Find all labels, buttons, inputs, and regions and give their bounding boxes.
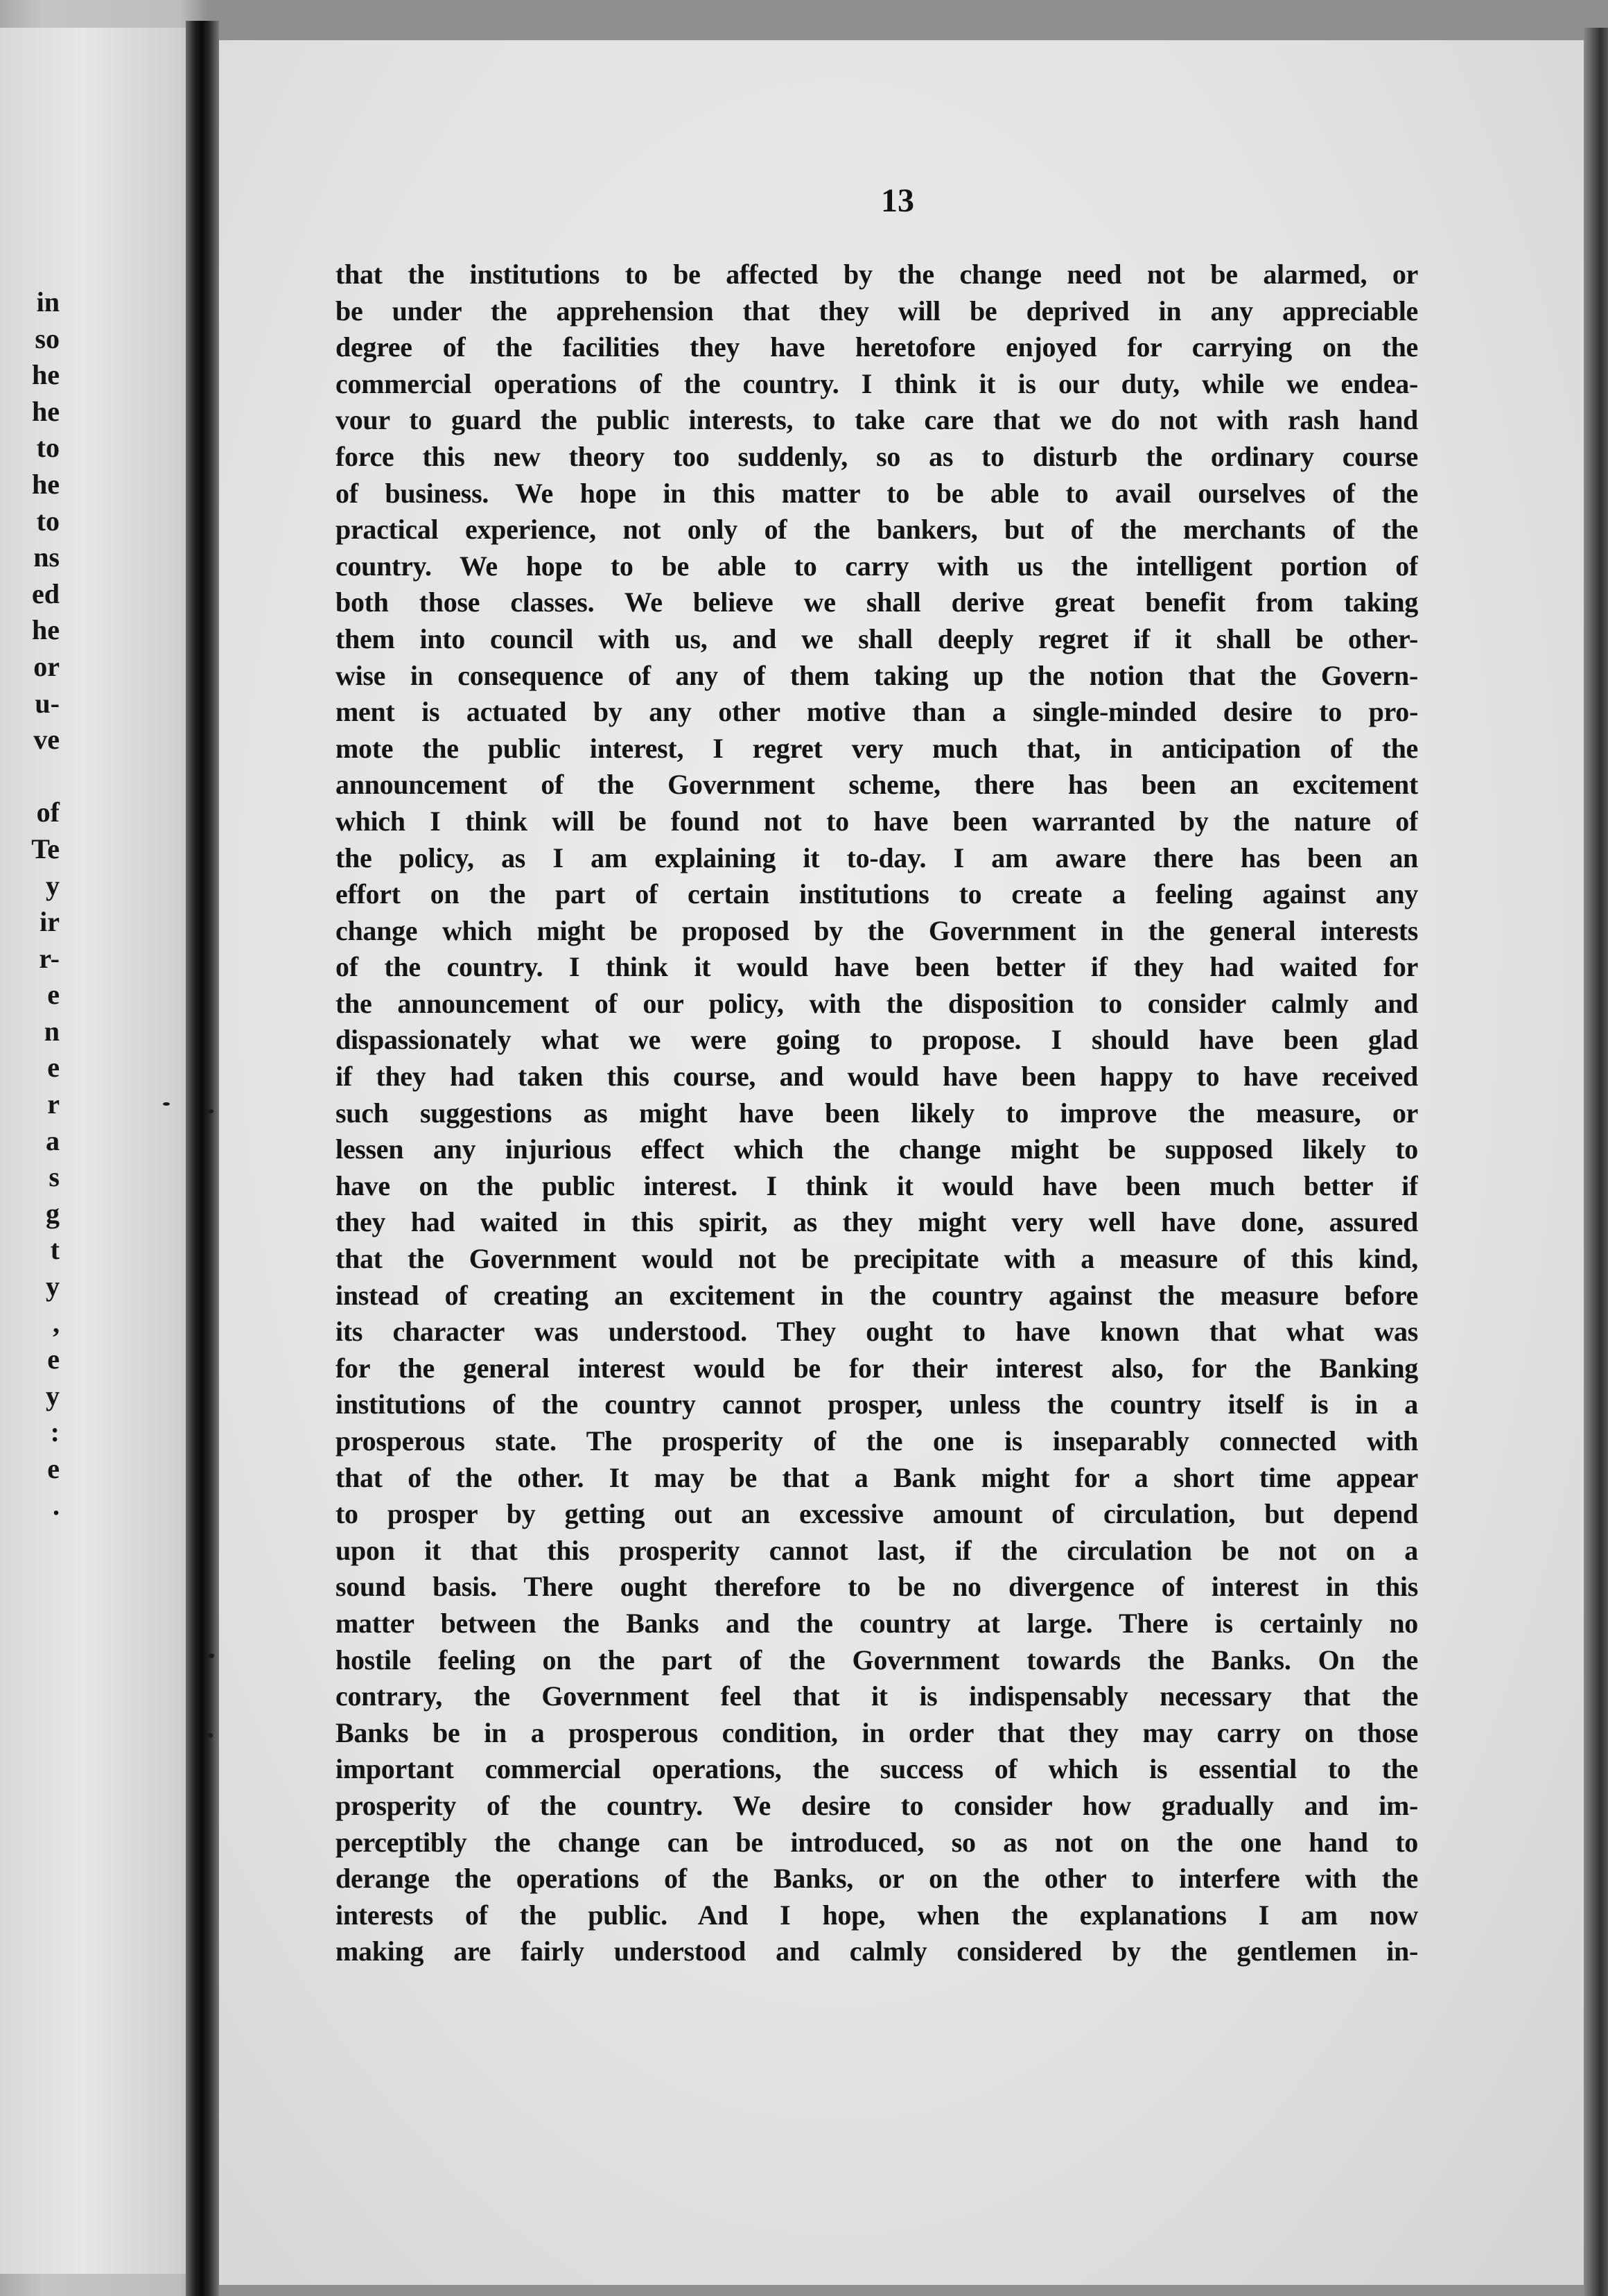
- text-line: that the institutions to be affected by the change need not be alarmed, or: [335, 259, 1418, 290]
- text-line: they had waited in this spirit, as they might very well have done, assured: [335, 1206, 1418, 1238]
- left-page-fragment: he: [32, 614, 60, 646]
- text-line: effort on the part of certain institutions to create a feeling against any: [335, 878, 1418, 910]
- left-page: [0, 28, 198, 2274]
- text-line: perceptibly the change can be introduced, so as not on the one hand to: [335, 1826, 1418, 1858]
- text-line: country. We hope to be able to carry with us the intelligent portion of: [335, 550, 1418, 582]
- left-page-fragment: [0, 758, 62, 795]
- left-page-fragment: Te: [31, 833, 60, 864]
- text-line: of the country. I think it would have been better if they had waited for: [335, 951, 1418, 983]
- text-line: of business. We hope in this matter to be able to avail ourselves of the: [335, 477, 1418, 509]
- text-line: vour to guard the public interests, to take care that we do not with rash hand: [335, 404, 1418, 436]
- text-line: its character was understood. They ought to have known that what was: [335, 1316, 1418, 1348]
- text-line: for the general interest would be for their interest also, for the Banking: [335, 1352, 1418, 1384]
- text-line: prosperous state. The prosperity of the one is inseparably connected with: [335, 1425, 1418, 1456]
- text-line: the policy, as I am explaining it to-day. I am aware there has been an: [335, 842, 1418, 873]
- left-page-fragment: g: [46, 1197, 60, 1229]
- text-line: sound basis. There ought therefore to be no divergence of interest in this: [335, 1571, 1418, 1603]
- text-line: be under the apprehension that they will be deprived in any appreciable: [335, 295, 1418, 327]
- left-page-fragment: he: [32, 359, 60, 391]
- left-page-fragment: ,: [53, 1307, 60, 1339]
- text-line: both those classes. We believe we shall derive great benefit from taking: [335, 586, 1418, 618]
- text-line: lessen any injurious effect which the change might be supposed likely to: [335, 1133, 1418, 1165]
- left-page-fragment: ve: [33, 724, 60, 756]
- left-page-fragment: :: [50, 1416, 60, 1448]
- left-page-fragment: ir: [40, 906, 60, 938]
- left-page-fragment: t: [50, 1234, 60, 1266]
- text-line: that of the other. It may be that a Bank might for a short time appear: [335, 1461, 1418, 1493]
- text-line: which I think will be found not to have been warranted by the nature of: [335, 805, 1418, 837]
- left-page-fragment: in: [36, 286, 60, 318]
- left-page-fragment: ed: [32, 577, 60, 609]
- text-line: important commercial operations, the success of which is essential to the: [335, 1753, 1418, 1785]
- text-line: upon it that this prosperity cannot last, if the circulation be not on a: [335, 1534, 1418, 1566]
- left-page-fragment: y: [46, 1380, 60, 1411]
- left-page-fragment: ns: [33, 541, 60, 573]
- text-line: force this new theory too suddenly, so as to disturb the ordinary course: [335, 440, 1418, 472]
- left-page-fragment: he: [32, 395, 60, 427]
- scan-speck: [163, 1102, 170, 1106]
- text-line: institutions of the country cannot prosper, unless the country itself is in a: [335, 1389, 1418, 1420]
- text-line: Banks be in a prosperous condition, in order that they may carry on those: [335, 1716, 1418, 1748]
- left-page-fragment: e: [47, 979, 60, 1011]
- left-page-fragment: n: [44, 1015, 60, 1047]
- text-line: ment is actuated by any other motive than a single-minded desire to pro-: [335, 696, 1418, 728]
- text-line: contrary, the Government feel that it is indispensably necessary that the: [335, 1680, 1418, 1712]
- scan-speck: [208, 1653, 214, 1658]
- left-page-fragment: he: [32, 468, 60, 500]
- text-line: practical experience, not only of the bankers, but of the merchants of the: [335, 514, 1418, 546]
- text-line: wise in consequence of any of them taking up the notion that the Govern-: [335, 659, 1418, 691]
- left-page-fragment: or: [33, 650, 60, 682]
- text-line: such suggestions as might have been likely to improve the measure, or: [335, 1097, 1418, 1129]
- left-page-fragment: to: [36, 432, 60, 464]
- left-page-fragment: u-: [35, 687, 60, 719]
- body-text: [335, 256, 1418, 1970]
- left-page-fragment: r: [47, 1088, 60, 1120]
- text-line: instead of creating an excitement in the country against the measure before: [335, 1279, 1418, 1311]
- book-spine: [186, 21, 219, 2296]
- left-page-fragment: a: [46, 1124, 60, 1156]
- text-line: mote the public interest, I regret very much that, in anticipation of the: [335, 732, 1418, 764]
- page-number: 13: [881, 182, 914, 219]
- text-line: hostile feeling on the part of the Government towards the Banks. On the: [335, 1644, 1418, 1676]
- text-line: change which might be proposed by the Government in the general interests: [335, 914, 1418, 946]
- left-page-fragment: r-: [39, 942, 60, 974]
- left-page-fragment: s: [49, 1161, 60, 1193]
- text-line: dispassionately what we were going to propose. I should have been glad: [335, 1024, 1418, 1056]
- text-line: commercial operations of the country. I think it is our duty, while we endea-: [335, 367, 1418, 399]
- text-line: the announcement of our policy, with the disposition to consider calmly and: [335, 987, 1418, 1019]
- text-line: degree of the facilities they have heretofore enjoyed for carrying on the: [335, 331, 1418, 363]
- text-line: derange the operations of the Banks, or on the other to interfere with the: [335, 1863, 1418, 1895]
- text-line: interests of the public. And I hope, when the explanations I am now: [335, 1899, 1418, 1931]
- left-page-fragment: to: [36, 505, 60, 537]
- left-page-fragment: y: [46, 869, 60, 901]
- text-line: prosperity of the country. We desire to consider how gradually and im-: [335, 1789, 1418, 1821]
- left-page-fragment: of: [36, 797, 60, 828]
- left-page-fragment: e: [47, 1343, 60, 1375]
- scan-speck: [208, 1733, 213, 1738]
- text-line: making are fairly understood and calmly considered by the gentlemen in-: [335, 1936, 1418, 1967]
- text-line: have on the public interest. I think it would have been much better if: [335, 1169, 1418, 1201]
- left-page-fragment: .: [53, 1489, 60, 1521]
- text-line: them into council with us, and we shall deeply regret if it shall be other-: [335, 623, 1418, 654]
- left-page-fragment: e: [47, 1453, 60, 1484]
- text-line: if they had taken this course, and would have been happy to have received: [335, 1061, 1418, 1093]
- right-page-edge: [1584, 28, 1608, 2296]
- text-line: to prosper by getting out an excessive amount of circulation, but depend: [335, 1498, 1418, 1530]
- left-page-fragment: so: [35, 322, 60, 354]
- text-line: announcement of the Government scheme, there has been an excitement: [335, 769, 1418, 801]
- text-line: that the Government would not be precipitate with a measure of this kind,: [335, 1243, 1418, 1275]
- scan-speck: [208, 1109, 213, 1113]
- left-page-fragment: y: [46, 1271, 60, 1303]
- left-page-fragment: e: [47, 1052, 60, 1084]
- text-line: matter between the Banks and the country at large. There is certainly no: [335, 1607, 1418, 1639]
- left-page-text-fragments: [0, 284, 62, 1524]
